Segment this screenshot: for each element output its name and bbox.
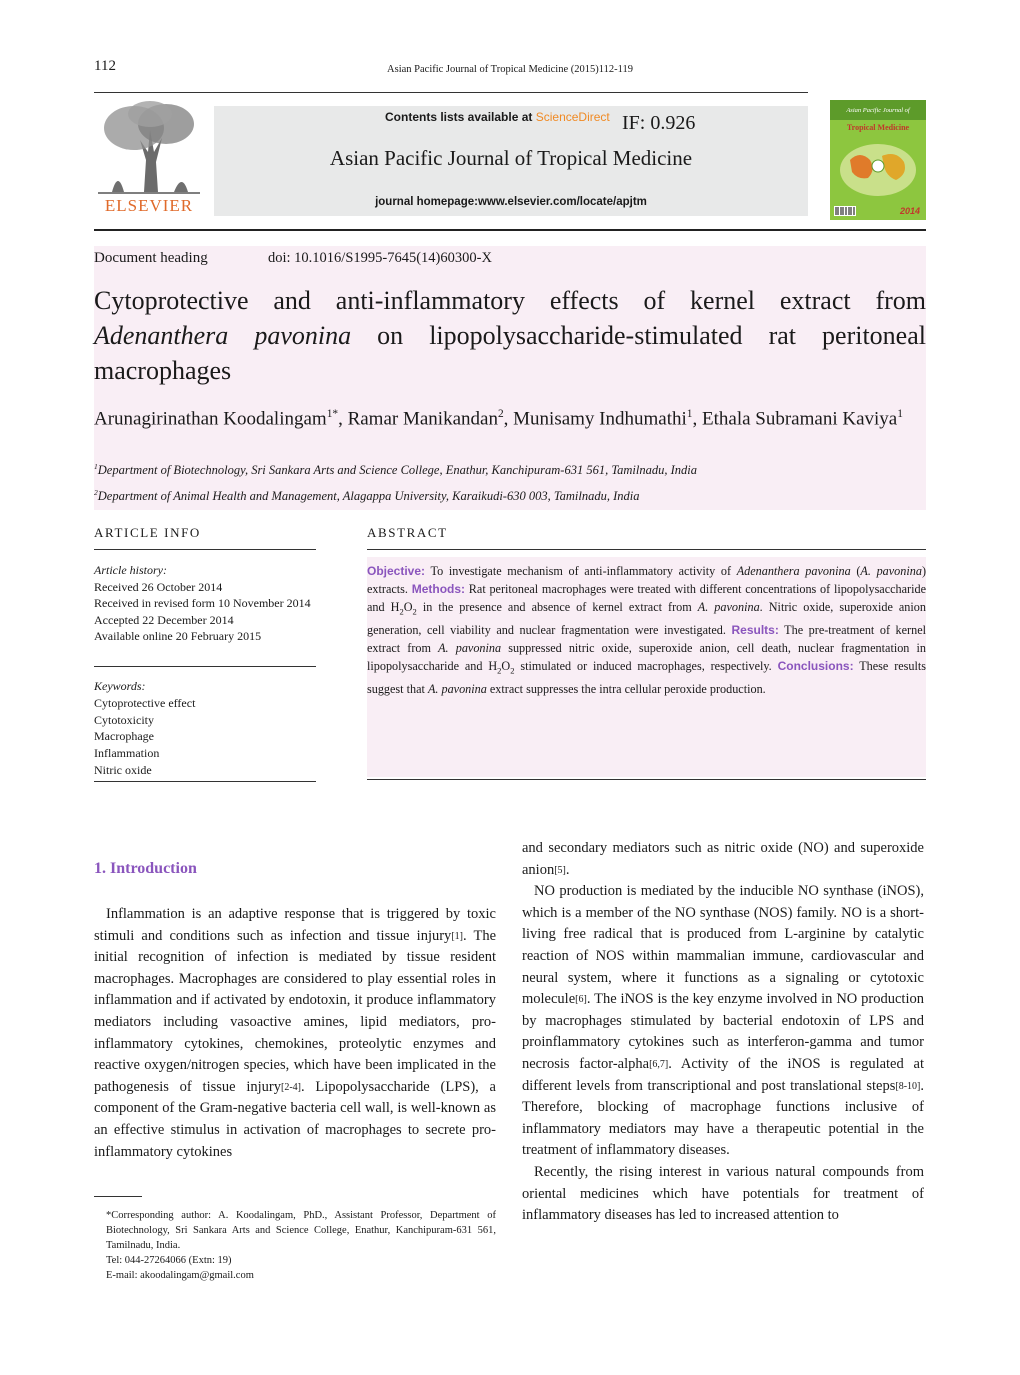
impact-factor: IF: 0.926 xyxy=(622,112,696,134)
keyword: Cytoprotective effect xyxy=(94,695,196,710)
section-heading: 1. Introduction xyxy=(94,860,197,877)
cover-title-line1: Asian Pacific Journal of xyxy=(846,107,910,114)
abstract-span: suppressed nitric oxide, superoxide anion, cell death, nuclear fragmentation in lipopolysaccharide and H xyxy=(367,641,927,674)
citation-link[interactable]: [2-4] xyxy=(280,1081,301,1093)
abstract-species: Adenanthera pavonina xyxy=(736,564,851,578)
body-text: . The initial recognition of infection is mediated by tissue resident macrophages. Macrophages are considered to play essential roles in inflammation and if activated by endotoxin, it produce inflammatory mediators including vasoactive amines, lipid mediators, pro-inflammatory cytokines, chemokines, proteolytic enzymes and reactive oxygen/nitrogen species, which have been implicated in the pathogenesis of tissue injury xyxy=(94,927,496,1095)
footnote-divider xyxy=(94,1196,142,1197)
abstract-span: . Nitric oxide, superoxide anion generation, cell viability and nuclear fragmentation were investigated. xyxy=(367,600,926,638)
author[interactable]: Munisamy Indhumathi xyxy=(513,408,687,430)
body-text: . Therefore, blocking of macrophage functions inclusive of inflammatory mediators may have a therapeutic potential in the treatment of inflammatory diseases. xyxy=(522,1077,924,1159)
abstract-species: A. pavonina xyxy=(438,641,502,656)
affiliation xyxy=(94,488,926,504)
title-text: Cytoprotective and anti-inflammatory effects of kernel extract from xyxy=(94,286,926,315)
affiliation-mark: 1 xyxy=(94,462,98,471)
page-number: 112 xyxy=(94,58,116,74)
paragraph xyxy=(94,904,496,1163)
abstract-species: A. pavonina xyxy=(697,600,760,615)
abstract-species: A. pavonina xyxy=(427,682,487,697)
body-text: . Activity of the iNOS is regulated at different levels from transcriptional and post translational steps xyxy=(522,1055,924,1094)
body-column-left xyxy=(94,904,496,1163)
document-heading: Document heading xyxy=(94,250,208,266)
divider xyxy=(94,781,316,782)
affiliation-mark: 2 xyxy=(94,488,98,497)
journal-title: Asian Pacific Journal of Tropical Medicine xyxy=(329,146,693,170)
body-text: . Lipopolysaccharide (LPS), a component of the Gram-negative bacteria cell wall, is well-known as an effective stimulus in activation of macrophages to secrete pro-inflammatory cytokines xyxy=(94,1078,496,1160)
abstract-heading: ABSTRACT xyxy=(367,525,448,540)
subscript: 2 xyxy=(497,665,502,676)
author-mark: 2 xyxy=(497,408,504,420)
abstract-span: To investigate mechanism of anti-inflammatory activity of xyxy=(425,564,737,578)
citation-link[interactable]: [8-10] xyxy=(895,1080,921,1092)
affiliation-text: Department of Animal Health and Management, Alagappa University, Karaikudi-630 003, Tamilnadu, India xyxy=(97,489,640,504)
author[interactable]: Arunagirinathan Koodalingam xyxy=(94,408,327,430)
email-link[interactable]: E-mail: akoodalingam@gmail.com xyxy=(106,1270,254,1281)
divider xyxy=(367,779,926,780)
abstract-span: Rat peritoneal macrophages were treated with different concentrations of lipopolysaccharide and H xyxy=(367,582,926,615)
journal-homepage-link[interactable]: journal homepage:www.elsevier.com/locate/apjtm xyxy=(375,196,647,208)
citation-link[interactable]: [6] xyxy=(575,994,587,1006)
citation-link[interactable]: [6,7] xyxy=(649,1058,669,1070)
abstract-span: ) extracts. xyxy=(367,564,926,597)
keyword: Macrophage xyxy=(94,729,154,744)
body-text: Inflammation is an adaptive response that is triggered by toxic stimuli and conditions such as infection and tissue injury xyxy=(94,906,496,944)
abstract-span: in the presence and absence of kernel extract from xyxy=(416,600,698,615)
body-text: NO production is mediated by the inducible NO synthase (iNOS), which is a member of the NO synthase (NOS) family. NO is a short-living free radical that is produced from L-arginine by catalytic reaction of NOS within mammalian immune, cardiovascular and neural system, where it functions as a signaling or cytotoxic molecule xyxy=(522,883,924,1008)
keywords-label: Keywords: xyxy=(94,679,146,693)
history-item: Received 26 October 2014 xyxy=(94,579,223,594)
paragraph xyxy=(522,1162,924,1227)
history-item: Available online 20 February 2015 xyxy=(94,629,262,643)
subscript: 2 xyxy=(399,606,404,617)
body-text: . xyxy=(565,861,570,878)
paragraph xyxy=(522,881,924,1162)
masthead-divider xyxy=(94,229,926,231)
author-mark: 1 xyxy=(686,408,693,420)
citation-link[interactable]: [1] xyxy=(451,930,463,942)
author-separator: , xyxy=(503,408,514,430)
article-history xyxy=(94,562,316,645)
abstract-span: O xyxy=(501,659,511,674)
abstract-span: ( xyxy=(850,564,861,578)
subscript: 2 xyxy=(412,606,417,617)
affiliation-text: Department of Biotechnology, Sri Sankara Arts and Science College, Enathur, Kanchipuram-631 561, Tamilnadu, India xyxy=(97,463,698,478)
abstract-span: The pre-treatment of kernel extract from xyxy=(367,623,926,656)
history-item: Received in revised form 10 November 2014 xyxy=(94,596,311,610)
article-info-heading: ARTICLE INFO xyxy=(94,525,201,540)
author[interactable]: Ramar Manikandan xyxy=(347,408,498,430)
body-text: Recently, the rising interest in various natural compounds from oriental medicines which have potentials for treatment of inflammatory diseases has led to increased attention to xyxy=(522,1163,924,1224)
keywords xyxy=(94,678,316,779)
history-label: Article history: xyxy=(94,563,167,577)
keyword: Inflammation xyxy=(94,746,160,761)
body-text: . The iNOS is the key enzyme involved in NO production by macrophages stimulated by bacterial endotoxin of LPS and proinflammatory cytokines such as interferon-gamma and tumor necrosis factor-alpha xyxy=(522,991,924,1072)
contents-line xyxy=(385,110,610,124)
publisher-name: ELSEVIER xyxy=(104,196,194,215)
abstract-span: extract suppresses the intra cellular peroxide production. xyxy=(486,682,766,697)
title-text: on lipopolysaccharide-stimulated rat peritoneal macrophages xyxy=(94,321,926,385)
telephone: Tel: 044-27264066 (Extn: 19) xyxy=(106,1255,232,1266)
author-separator: , xyxy=(692,408,702,430)
abstract-species: A. pavonina xyxy=(860,564,922,578)
affiliation xyxy=(94,462,926,478)
history-item: Accepted 22 December 2014 xyxy=(94,612,234,627)
methods-label: Methods: xyxy=(411,582,466,597)
citation-link[interactable]: [5] xyxy=(554,864,566,876)
running-title: Asian Pacific Journal of Tropical Medicine (2015)112-119 xyxy=(387,64,633,75)
subscript: 2 xyxy=(510,665,515,676)
corresponding-author: *Corresponding author: A. Koodalingam, PhD., Assistant Professor, Department of Biotechnology, Sri Sankara Arts and Science College, Enathur, Kanchipuram-631 561, Tamilnadu, India. xyxy=(106,1210,496,1251)
results-label: Results: xyxy=(731,623,779,638)
abstract-span: O xyxy=(403,600,413,615)
corresponding-author-footnote xyxy=(94,1208,496,1283)
journal-cover-image xyxy=(830,100,926,220)
abstract-span: These results suggest that xyxy=(367,659,927,697)
contents-prefix: Contents lists available at xyxy=(385,110,536,124)
author-mark: 1* xyxy=(326,408,339,420)
author-mark: 1 xyxy=(897,408,903,420)
article-title xyxy=(94,283,926,388)
body-column-right xyxy=(522,838,924,1227)
objective-label: Objective: xyxy=(367,564,426,578)
title-species: Adenanthera pavonina xyxy=(94,321,352,350)
author-separator: , xyxy=(338,408,348,430)
divider xyxy=(94,666,316,667)
sciencedirect-link[interactable]: ScienceDirect xyxy=(535,110,610,124)
keyword: Nitric oxide xyxy=(94,762,152,777)
author[interactable]: Ethala Subramani Kaviya xyxy=(702,408,898,430)
divider xyxy=(94,549,316,550)
author-list xyxy=(94,400,926,433)
abstract-span: stimulated or induced macrophages, respectively. xyxy=(514,659,778,674)
doi[interactable]: doi: 10.1016/S1995-7645(14)60300-X xyxy=(268,250,492,266)
header-divider xyxy=(94,92,808,93)
body-text: and secondary mediators such as nitric oxide (NO) and superoxide anion xyxy=(522,840,924,878)
cover-year: 2014 xyxy=(899,206,921,216)
cover-title-line2: Tropical Medicine xyxy=(846,123,910,132)
abstract-text xyxy=(367,562,926,698)
divider xyxy=(367,549,926,550)
keyword: Cytotoxicity xyxy=(94,712,154,727)
paragraph xyxy=(522,838,924,881)
conclusions-label: Conclusions: xyxy=(777,659,854,674)
